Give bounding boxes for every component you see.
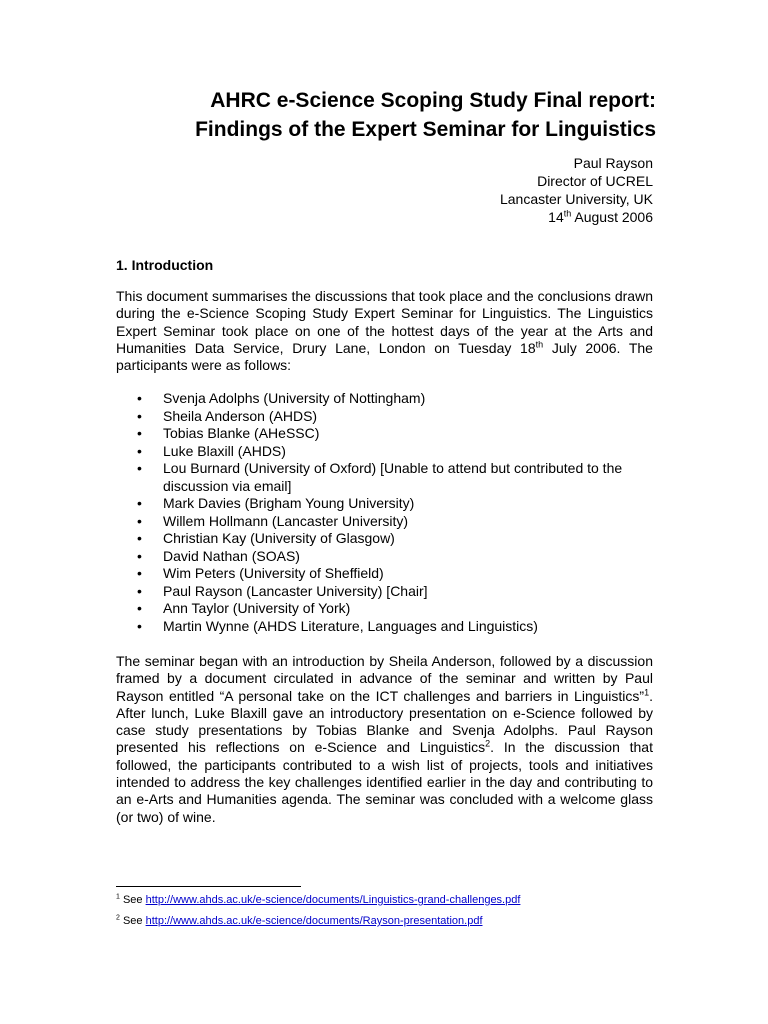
date-day: 14 bbox=[548, 209, 564, 225]
author-affiliation: Lancaster University, UK bbox=[499, 191, 653, 207]
intro-text-1: This document summarises the discussions that took place and the conclusions drawn during the e-Science Scoping Study Expert Seminar for Linguistics. The Linguistics Expert Seminar took place on one of the hottest days of the year at the Arts and Humanities Data Service, Drury Lane, London on Tuesday 18 bbox=[116, 288, 653, 356]
bullet-icon: • bbox=[137, 600, 142, 616]
participant-name: Willem Hollmann (Lancaster University) bbox=[163, 512, 409, 529]
list-item bbox=[116, 425, 653, 443]
list-item bbox=[116, 460, 653, 495]
footnote-link[interactable]: http://www.ahds.ac.uk/e-science/documents/Linguistics-grand-challenges.pdf bbox=[145, 894, 521, 906]
bullet-icon: • bbox=[137, 530, 142, 546]
title-line-1: AHRC e-Science Scoping Study Final report: bbox=[210, 89, 656, 112]
footnote-number: 2 bbox=[116, 914, 120, 922]
bullet-icon: • bbox=[137, 425, 142, 441]
bullet-icon: • bbox=[137, 565, 142, 581]
intro-text-2: July 2006. The participants were as follows: bbox=[116, 339, 653, 374]
date-ordinal: th bbox=[563, 208, 572, 219]
list-item bbox=[116, 530, 653, 548]
report-date bbox=[380, 208, 653, 226]
date-rest: August 2006 bbox=[571, 209, 653, 225]
footnote-1 bbox=[116, 893, 676, 907]
list-item bbox=[116, 565, 653, 583]
footnote-2 bbox=[116, 914, 676, 928]
participant-name: Tobias Blanke (AHeSSC) bbox=[163, 425, 320, 441]
bullet-icon: • bbox=[137, 407, 142, 424]
title-line-2: Findings of the Expert Seminar for Linguistics bbox=[195, 118, 656, 141]
seminar-text-3: . In the discussion that followed, the participants contributed to a wish list of projects, tools and initiatives intended to address the key challenges identified earlier in the day and contributing to an e-Arts and Humanities agenda. The seminar was concluded with a welcome glass (or two) of wine. bbox=[116, 739, 653, 825]
bullet-icon: • bbox=[137, 460, 142, 476]
list-item bbox=[116, 495, 653, 513]
participant-name: Paul Rayson (Lancaster University) [Chair] bbox=[163, 582, 428, 599]
participant-name: Mark Davies (Brigham Young University) bbox=[163, 495, 415, 511]
participant-name: Wim Peters (University of Sheffield) bbox=[163, 565, 384, 581]
intro-paragraph bbox=[116, 288, 653, 374]
participant-name: Luke Blaxill (AHDS) bbox=[163, 442, 286, 459]
footnote-prefix: See bbox=[119, 915, 146, 927]
participant-name: Svenja Adolphs (University of Nottingham) bbox=[163, 390, 426, 406]
bullet-icon: • bbox=[137, 495, 142, 511]
bullet-icon: • bbox=[137, 547, 142, 564]
bullet-icon: • bbox=[137, 617, 142, 634]
participant-name: Christian Kay (University of Glasgow) bbox=[163, 530, 395, 546]
footnote-number: 1 bbox=[116, 893, 120, 901]
seminar-text-2: . After lunch, Luke Blaxill gave an introductory presentation on e-Science followed by case study presentations by Tobias Blanke and Svenja Adolphs. Paul Rayson presented his reflections on e-Science and Linguistics bbox=[116, 687, 653, 756]
seminar-paragraph bbox=[116, 653, 653, 826]
bullet-icon: • bbox=[137, 512, 142, 529]
list-item bbox=[116, 583, 653, 601]
participant-name: Ann Taylor (University of York) bbox=[163, 600, 351, 616]
footnote-ref-2[interactable]: 2 bbox=[485, 738, 491, 749]
list-item bbox=[116, 548, 653, 566]
footnote-prefix: See bbox=[119, 894, 146, 906]
footnote-link[interactable]: http://www.ahds.ac.uk/e-science/documents/Rayson-presentation.pdf bbox=[145, 915, 483, 927]
seminar-text-1: The seminar began with an introduction by Sheila Anderson, followed by a discussion framed by a document circulated in advance of the seminar and written by Paul Rayson entitled “A personal take on the ICT challenges and barriers in Linguistics” bbox=[116, 653, 653, 704]
intro-ordinal: th bbox=[535, 339, 544, 350]
author-block bbox=[380, 154, 653, 226]
author-role: Director of UCREL bbox=[537, 173, 653, 189]
bullet-icon: • bbox=[137, 390, 142, 406]
list-item bbox=[116, 513, 653, 531]
footnote-ref-1[interactable]: 1 bbox=[644, 686, 650, 697]
list-item bbox=[116, 600, 653, 618]
report-title bbox=[116, 86, 656, 144]
bullet-icon: • bbox=[137, 582, 142, 599]
list-item bbox=[116, 408, 653, 426]
list-item bbox=[116, 390, 653, 408]
participant-name: Sheila Anderson (AHDS) bbox=[163, 407, 318, 424]
footnote-divider bbox=[116, 886, 301, 887]
author-name: Paul Rayson bbox=[573, 155, 653, 171]
bullet-icon: • bbox=[137, 442, 142, 459]
list-item bbox=[116, 618, 653, 636]
participants-list bbox=[116, 390, 653, 635]
participant-name: Lou Burnard (University of Oxford) [Unable to attend but contributed to the discussion via email] bbox=[163, 460, 623, 494]
list-item bbox=[116, 443, 653, 461]
participant-name: Martin Wynne (AHDS Literature, Languages and Linguistics) bbox=[163, 617, 538, 634]
section-heading-introduction: 1. Introduction bbox=[116, 257, 214, 273]
participant-name: David Nathan (SOAS) bbox=[163, 547, 300, 564]
